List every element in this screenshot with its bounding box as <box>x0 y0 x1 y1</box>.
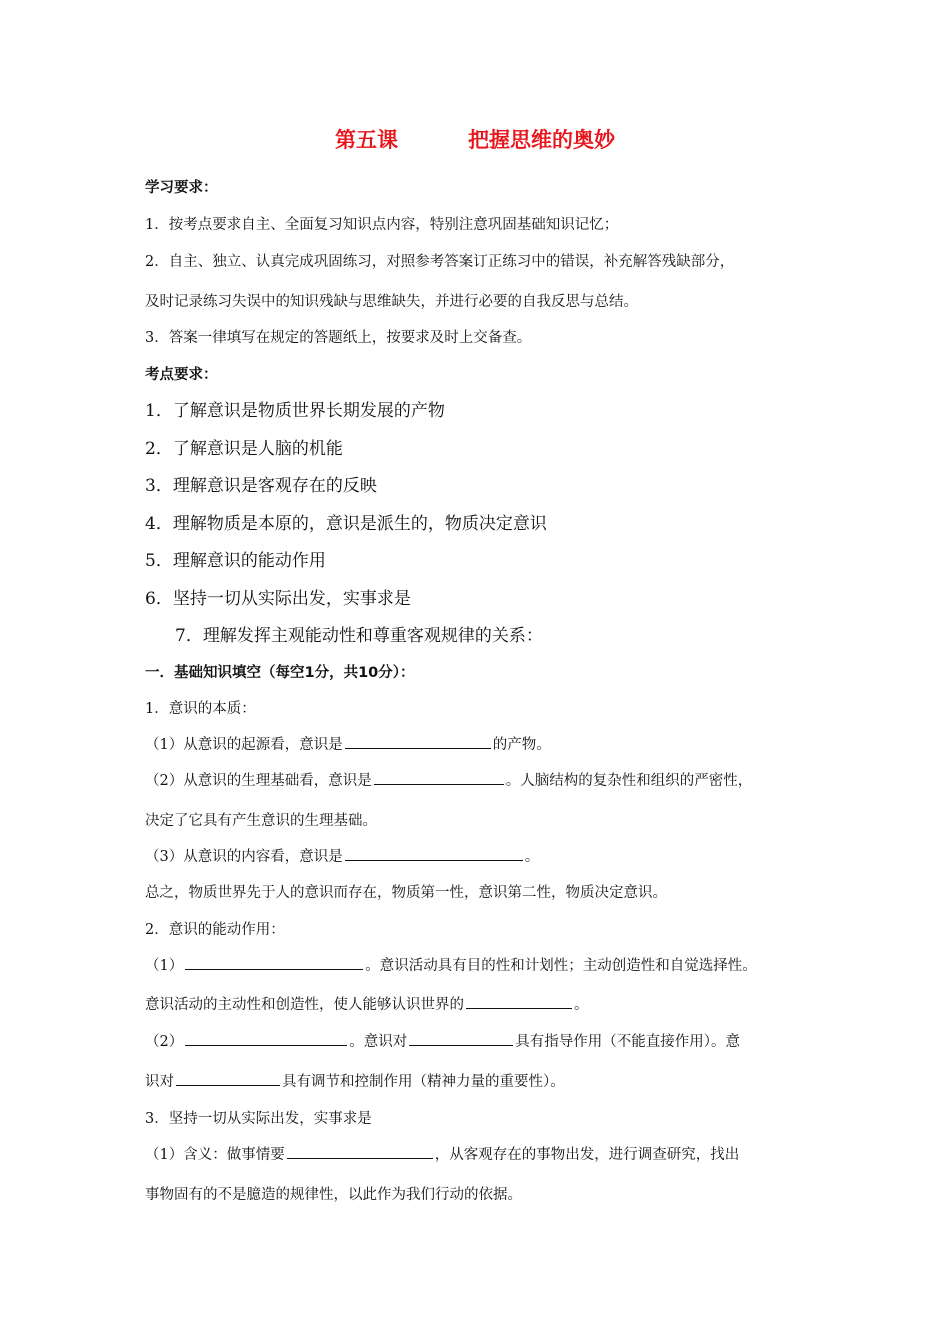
question-2-1: （1） 。意识活动具有目的性和计划性；主动创造性和自觉选择性。 <box>145 954 757 975</box>
answer-blank[interactable] <box>185 1030 347 1046</box>
point-item-1: 1．了解意识是物质世界长期发展的产物 <box>145 401 445 421</box>
question-3-1-cont: 事物固有的不是臆造的规律性，以此作为我们行动的依据。 <box>145 1187 522 1203</box>
point-item-7: 7．理解发挥主观能动性和尊重客观规律的关系： <box>175 626 543 646</box>
question-1-2: （2）从意识的生理基础看，意识是 。人脑结构的复杂性和组织的严密性， <box>145 769 752 790</box>
answer-blank[interactable] <box>345 733 491 749</box>
question-2-2-cont: 识对 具有调节和控制作用（精神力量的重要性）。 <box>145 1070 565 1091</box>
answer-blank[interactable] <box>287 1143 433 1159</box>
study-item-2: 2．自主、独立、认真完成巩固练习，对照参考答案订正练习中的错误，补充解答残缺部分， <box>145 254 735 270</box>
question-2: 2．意识的能动作用： <box>145 922 285 938</box>
study-item-1: 1．按考点要求自主、全面复习知识点内容，特别注意巩固基础知识记忆； <box>145 217 619 233</box>
answer-blank[interactable] <box>374 769 504 785</box>
answer-blank[interactable] <box>185 954 363 970</box>
point-item-2: 2．了解意识是人脑的机能 <box>145 439 343 459</box>
study-item-3: 3．答案一律填写在规定的答题纸上，按要求及时上交备查。 <box>145 330 532 346</box>
answer-blank[interactable] <box>345 845 523 861</box>
points-heading: 考点要求： <box>145 367 218 383</box>
study-heading: 学习要求： <box>145 180 218 196</box>
point-item-6: 6．坚持一切从实际出发，实事求是 <box>145 589 411 609</box>
lesson-number: 第五课 <box>335 128 398 152</box>
study-item-2-cont: 及时记录练习失误中的知识残缺与思维缺失，并进行必要的自我反思与总结。 <box>145 294 638 310</box>
question-2-2: （2） 。意识对 具有指导作用（不能直接作用）。意 <box>145 1030 740 1051</box>
question-1-1: （1）从意识的起源看，意识是 的产物。 <box>145 733 551 754</box>
question-3: 3．坚持一切从实际出发，实事求是 <box>145 1111 372 1127</box>
section1-heading: 一．基础知识填空（每空1分，共10分）： <box>145 665 415 681</box>
answer-blank[interactable] <box>176 1070 280 1086</box>
question-3-1: （1）含义：做事情要 ，从客观存在的事物出发，进行调查研究，找出 <box>145 1143 739 1164</box>
question-1: 1．意识的本质： <box>145 701 256 717</box>
answer-blank[interactable] <box>466 993 572 1009</box>
page-title <box>0 124 950 154</box>
point-item-3: 3．理解意识是客观存在的反映 <box>145 476 377 496</box>
point-item-4: 4．理解物质是本原的，意识是派生的，物质决定意识 <box>145 514 547 534</box>
point-item-5: 5．理解意识的能动作用 <box>145 551 326 571</box>
answer-blank[interactable] <box>409 1030 513 1046</box>
question-2-1-cont: 意识活动的主动性和创造性，使人能够认识世界的 。 <box>145 993 589 1014</box>
question-1-3: （3）从意识的内容看，意识是 。 <box>145 845 539 866</box>
lesson-name: 把握思维的奥妙 <box>468 128 615 152</box>
summary-text: 总之，物质世界先于人的意识而存在，物质第一性，意识第二性，物质决定意识。 <box>145 885 667 901</box>
question-1-2-cont: 决定了它具有产生意识的生理基础。 <box>145 813 377 829</box>
